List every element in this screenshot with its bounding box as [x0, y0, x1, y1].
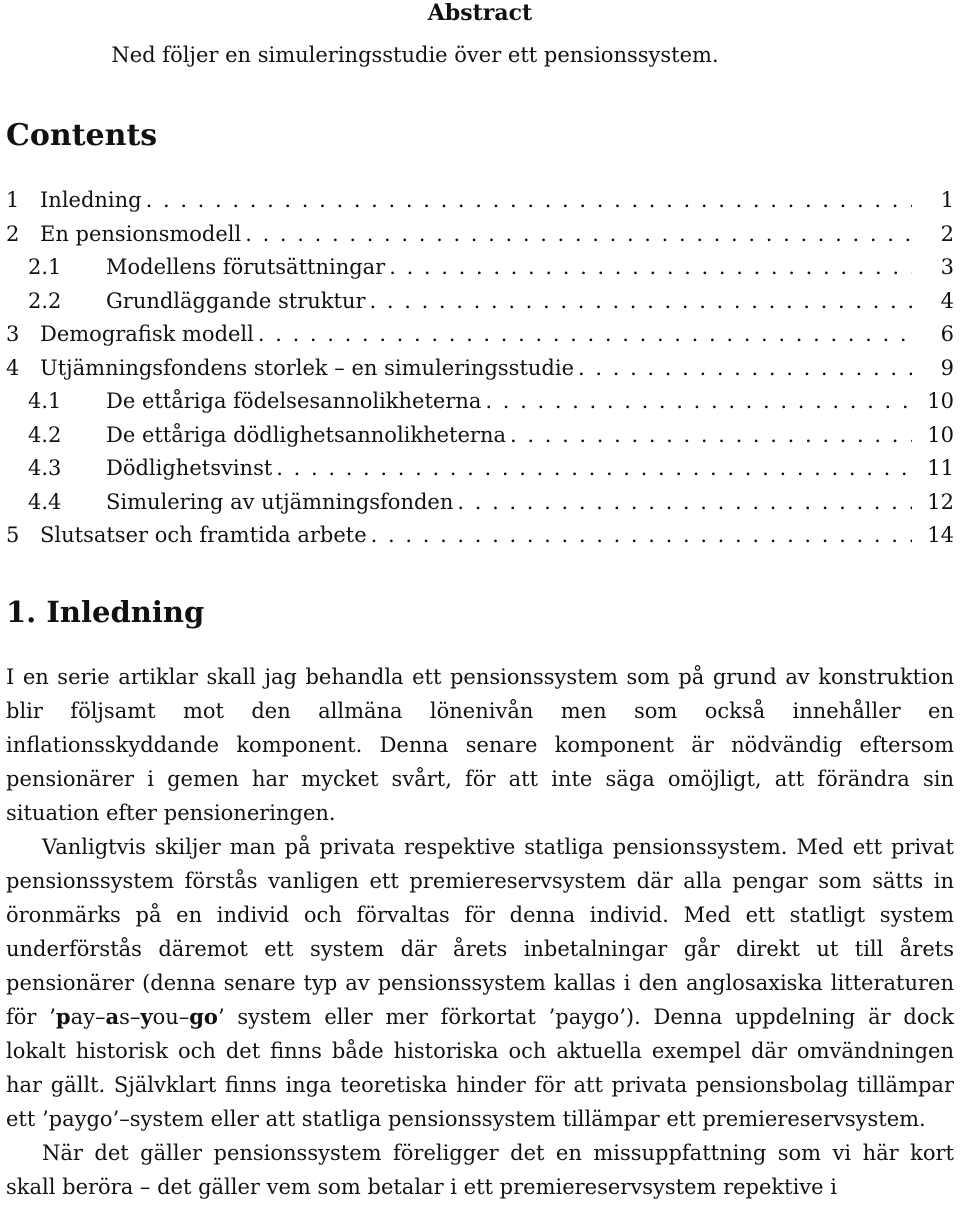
toc-entry-title: Dödlighetsvinst: [106, 456, 273, 480]
paragraph-text: ay–: [70, 1005, 106, 1029]
toc-dot-leader: [142, 184, 912, 218]
toc-entry-title: Grundläggande struktur: [106, 288, 366, 313]
toc-entry-number: 4.4: [28, 489, 62, 514]
toc-dot-leader: [385, 251, 912, 285]
section-heading: 1. Inledning: [6, 595, 205, 629]
section-body: [6, 660, 954, 1204]
toc-dot-leader: [481, 385, 912, 419]
toc-entry[interactable]: [6, 285, 954, 319]
toc-dot-leader: [254, 318, 912, 352]
toc-dot-leader: [272, 452, 912, 486]
toc-dot-leader: [453, 486, 912, 520]
abstract-heading: Abstract: [427, 0, 533, 26]
toc-entry-page: 4: [940, 288, 954, 313]
toc-dot-leader: [506, 419, 912, 453]
toc-entry-number: 5: [6, 523, 20, 547]
emphasis-text: go: [189, 1004, 218, 1029]
toc-entry-title: Utjämningsfondens storlek – en simuleringsstudie: [40, 355, 575, 380]
toc-entry-number: 2.1: [28, 255, 62, 279]
toc-dot-leader: [366, 285, 912, 319]
toc-entry-number: 4: [6, 355, 20, 380]
toc-entry-title: En pensionsmodell: [40, 221, 242, 246]
toc-dot-leader: [241, 218, 912, 252]
toc-entry-page: 10: [927, 389, 954, 413]
toc-dot-leader: [367, 519, 912, 553]
paragraph: När det gäller pensionssystem föreligger det en missuppfattning som vi här kort skall beröra – det gäller vem som betalar i ett premiereservsystem repektive i: [6, 1141, 954, 1199]
toc-entry-number: 4.2: [28, 422, 62, 447]
toc-entry-number: 1: [6, 188, 20, 212]
toc-entry-page: 14: [927, 523, 954, 547]
toc-entry-number: 4.1: [28, 389, 62, 413]
abstract-text: Ned följer en simuleringsstudie över ett pensionssystem.: [111, 43, 719, 67]
toc-entry-title: Inledning: [40, 188, 142, 212]
toc-entry[interactable]: [6, 218, 954, 252]
toc-entry-number: 3: [6, 322, 20, 346]
toc-entry-page: 9: [940, 355, 954, 380]
toc-entry-title: De ettåriga dödlighetsannolikheterna: [106, 422, 507, 447]
emphasis-text: p: [55, 1004, 71, 1029]
toc-dot-leader: [574, 352, 912, 386]
toc-entry[interactable]: [6, 419, 954, 453]
toc-entry[interactable]: [6, 352, 954, 386]
paragraph: I en serie artiklar skall jag behandla ett pensionssystem som på grund av konstruktion blir följsamt mot den allmäna lönenivån men som också innehåller en inflationsskyddande komponent. Denna senare komponent är nödvändig eftersom pensionärer i gemen har mycket svårt, för att inte säga omöjligt, att förändra sin situation efter pensioneringen.: [6, 665, 954, 825]
toc-entry-page: 10: [927, 422, 954, 447]
toc-entry-page: 12: [927, 489, 954, 514]
toc-entry-title: Modellens förutsättningar: [106, 255, 386, 279]
toc-entry[interactable]: [6, 519, 954, 553]
toc-entry[interactable]: [6, 486, 954, 520]
toc-entry-title: Slutsatser och framtida arbete: [40, 523, 367, 547]
toc-entry[interactable]: [6, 251, 954, 285]
toc-entry-page: 11: [927, 456, 954, 480]
paragraph-text: ou–: [152, 1005, 190, 1029]
toc-entry-page: 6: [940, 322, 954, 346]
paragraph-text: s–: [119, 1005, 141, 1029]
table-of-contents: [6, 184, 954, 553]
paragraph-text: Vanligtvis skiljer man på privata respektive statliga pensionssystem. Med ett privat pensionssystem förstås vanligen ett premiereservsystem där alla pengar som sätts in öronmärks på en individ och förvaltas för denna individ. Med ett statligt system underförstås däremot ett system där årets inbetalningar går direkt ut till årets pensionärer (denna senare typ av pensionssystem kallas i den anglosaxiska litteraturen för ’: [6, 835, 954, 1029]
toc-entry-number: 2: [6, 221, 20, 246]
contents-heading: Contents: [6, 118, 158, 153]
emphasis-text: a: [105, 1004, 120, 1029]
toc-entry-page: 1: [940, 188, 954, 212]
toc-entry-title: Simulering av utjämningsfonden: [106, 489, 454, 514]
toc-entry[interactable]: [6, 385, 954, 419]
toc-entry-number: 4.3: [28, 456, 62, 480]
toc-entry[interactable]: [6, 184, 954, 218]
toc-entry-page: 3: [940, 255, 954, 279]
toc-entry-title: De ettåriga födelsesannolikheterna: [106, 389, 482, 413]
toc-entry-page: 2: [940, 221, 954, 246]
toc-entry-title: Demografisk modell: [40, 322, 254, 346]
toc-entry[interactable]: [6, 318, 954, 352]
toc-entry-number: 2.2: [28, 288, 62, 313]
toc-entry[interactable]: [6, 452, 954, 486]
paragraph-text: ’ system eller mer förkortat ’paygo’). Denna uppdelning är dock lokalt historisk och det finns både historiska och aktuella exempel där omvändningen har gällt. Självklart finns inga teoretiska hinder för att privata pensionsbolag tillämpar ett ’paygo’–system eller att statliga pensionssystem tillämpar ett premiereservsystem.: [6, 1005, 955, 1131]
paragraph: [6, 830, 954, 1136]
emphasis-text: y: [140, 1004, 153, 1029]
